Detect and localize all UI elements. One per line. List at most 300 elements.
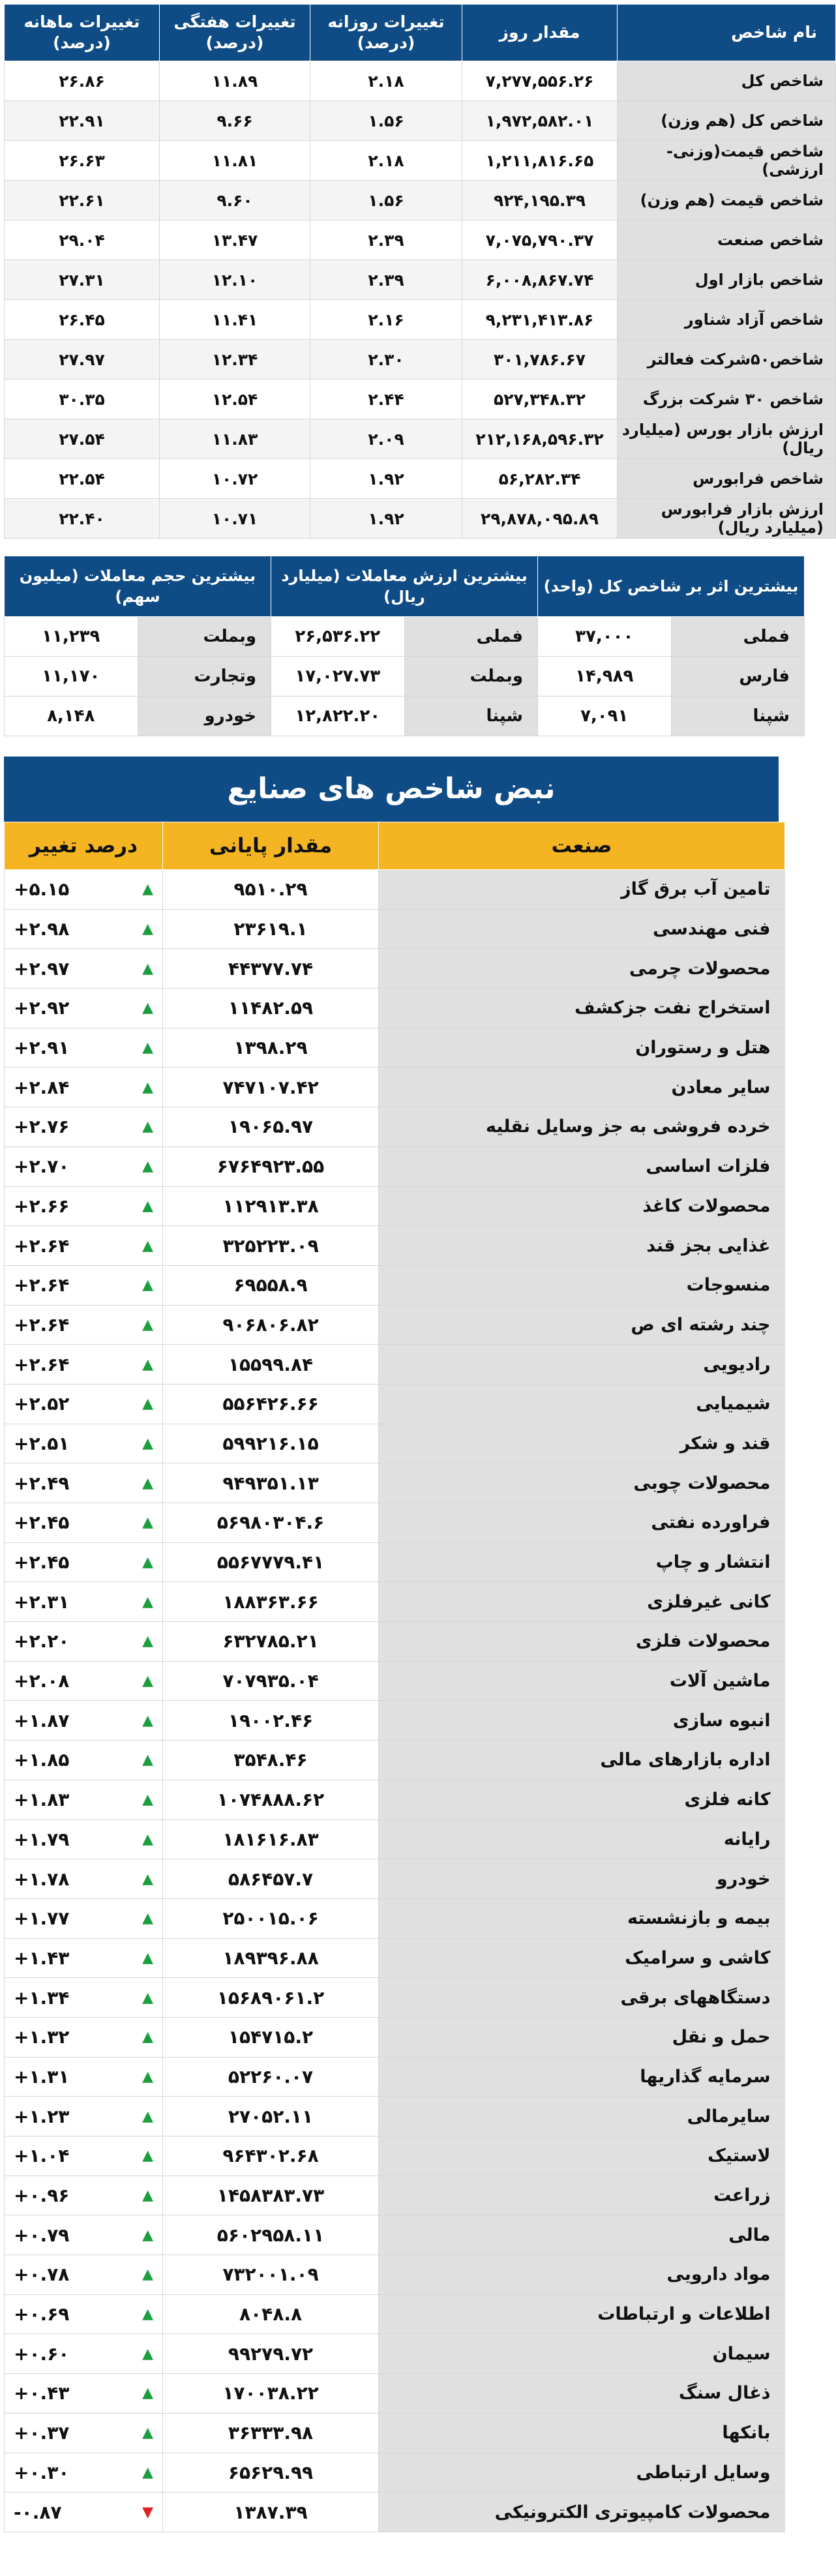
triangle-up-icon: ▲ [142,1554,153,1571]
industry-row [5,1424,785,1463]
triangle-up-icon: ▲ [142,1197,153,1214]
change-wrap [14,878,153,900]
impact-symbol: شپنا [671,696,805,736]
monthly-change: ۲۲.۵۴ [5,459,160,499]
index-name: شاخص کل (هم وزن) [618,101,836,141]
value-symbol: شپنا [404,696,538,736]
industry-row [5,1146,785,1186]
industry-change-cell [5,1424,163,1463]
industry-change-cell [5,1898,163,1938]
monthly-change: ۲۶.۶۳ [5,141,160,181]
triangle-up-icon: ▲ [142,1712,153,1729]
industry-name: محصولات کاغذ [379,1186,785,1226]
daily-change: ۲.۱۸ [310,61,462,101]
industry-row [5,2294,785,2334]
volume-symbol: وتجارت [138,657,271,696]
industry-change-percent: +۲.۴۹ [14,1472,70,1494]
industry-row [5,1820,785,1859]
top-stock-row [5,617,805,657]
industry-final-value: ۱۵۵۹۹.۸۴ [163,1345,379,1385]
monthly-change: ۲۲.۹۱ [5,101,160,141]
industries-title: نبض شاخص های صنایع [4,756,779,822]
daily-change: ۱.۵۶ [310,101,462,141]
index-row [5,220,836,260]
industry-change-cell [5,870,163,910]
industry-final-value: ۲۷۰۵۲.۱۱ [163,2097,379,2136]
monthly-change: ۲۷.۹۷ [5,340,160,380]
industry-change-percent: +۰.۳۰ [14,2461,70,2483]
industry-change-cell [5,2255,163,2295]
index-name: شاخص بازار اول [618,260,836,300]
industries-header-row [5,822,785,870]
industry-change-cell [5,989,163,1028]
index-row [5,61,836,101]
triangle-up-icon: ▲ [142,921,153,938]
industry-final-value: ۱۱۴۸۲.۵۹ [163,989,379,1028]
change-wrap [14,1749,153,1771]
index-row [5,141,836,181]
industry-change-percent: +۰.۷۸ [14,2264,70,2286]
monthly-change: ۲۷.۵۴ [5,419,160,459]
monthly-change: ۲۲.۶۱ [5,181,160,220]
daily-change: ۲.۱۶ [310,300,462,340]
industry-row [5,1265,785,1305]
daily-change: ۲.۴۴ [310,380,462,419]
change-wrap [14,958,153,980]
header-value: مقدار روز [462,5,618,61]
industry-final-value: ۱۳۸۷.۳۹ [163,2493,379,2532]
industry-change-cell [5,1463,163,1503]
industry-change-percent: +۱.۷۹ [14,1828,70,1850]
industry-change-percent: +۱.۸۳ [14,1789,70,1811]
industry-row [5,1701,785,1741]
triangle-up-icon: ▲ [142,2306,153,2323]
industry-final-value: ۱۹۰۶۵.۹۷ [163,1107,379,1147]
triangle-up-icon: ▲ [142,1633,153,1650]
industry-final-value: ۲۳۶۱۹.۱ [163,909,379,949]
triangle-up-icon: ▲ [142,2148,153,2164]
change-wrap [14,2303,153,2325]
industry-change-cell [5,2136,163,2176]
index-value: ۶,۰۰۸,۸۶۷.۷۴ [462,260,618,300]
weekly-change: ۱۲.۵۴ [160,380,310,419]
industry-change-percent: -۰.۸۷ [14,2501,62,2523]
industry-row [5,1305,785,1345]
header-final-value: مقدار پایانی [163,822,379,870]
industry-name: تامین آب برق گاز [379,870,785,910]
industry-row [5,2057,785,2097]
triangle-up-icon: ▲ [142,1000,153,1017]
index-value: ۷,۲۷۷,۵۵۶.۲۶ [462,61,618,101]
traded-volume: ۸,۱۴۸ [5,696,138,736]
triangle-up-icon: ▲ [142,2425,153,2442]
industry-change-cell [5,1938,163,1978]
triangle-up-icon: ▲ [142,1435,153,1452]
industry-change-cell [5,1345,163,1385]
industry-change-cell [5,2334,163,2374]
industry-row [5,1622,785,1662]
industry-final-value: ۲۵۰۰۱۵.۰۶ [163,1898,379,1938]
industry-row [5,2176,785,2215]
triangle-up-icon: ▲ [142,2108,153,2125]
impact-symbol: فارس [671,657,805,696]
industry-change-percent: +۰.۹۶ [14,2185,70,2207]
industry-change-percent: +۰.۳۷ [14,2422,70,2444]
industry-final-value: ۱۸۹۳۹۶.۸۸ [163,1938,379,1978]
industry-name: محصولات کامپیوتری الکترونیکی [379,2493,785,2532]
industry-row [5,1028,785,1068]
change-wrap [14,1077,153,1098]
industry-row [5,2334,785,2374]
industry-change-percent: +۲.۰۸ [14,1670,70,1692]
index-row [5,459,836,499]
industry-change-percent: +۰.۴۳ [14,2382,70,2404]
industry-final-value: ۸۰۴۸.۸ [163,2294,379,2334]
header-top-impact: بیشترین اثر بر شاخص کل (واحد) [538,556,805,617]
triangle-up-icon: ▲ [142,1514,153,1531]
industry-final-value: ۱۰۷۴۸۸۸.۶۲ [163,1780,379,1820]
index-name: شاخص۵۰شرکت فعالتر [618,340,836,380]
change-wrap [14,2026,153,2048]
industry-name: استخراج نفت جزکشف [379,989,785,1028]
change-wrap [14,2462,153,2483]
triangle-up-icon: ▲ [142,1475,153,1491]
industry-change-cell [5,949,163,989]
industry-change-percent: +۱.۸۵ [14,1749,70,1771]
industry-name: بانکها [379,2413,785,2453]
change-wrap [14,1512,153,1533]
industry-name: حمل و نقل [379,2017,785,2057]
change-wrap [14,2502,153,2523]
triangle-up-icon: ▲ [142,1079,153,1096]
index-value: ۹,۲۳۱,۴۱۳.۸۶ [462,300,618,340]
industry-row [5,1859,785,1899]
change-wrap [14,2145,153,2166]
change-wrap [14,1354,153,1375]
change-wrap [14,1156,153,1177]
industry-final-value: ۱۱۲۹۱۳.۳۸ [163,1186,379,1226]
industry-row [5,1542,785,1582]
industry-row [5,949,785,989]
header-top-volume: بیشترین حجم معاملات (میلیون سهم) [5,556,271,617]
industry-final-value: ۳۲۵۲۲۳.۰۹ [163,1226,379,1266]
change-wrap [14,2382,153,2404]
index-row [5,419,836,459]
weekly-change: ۹.۶۰ [160,181,310,220]
triangle-up-icon: ▲ [142,2385,153,2402]
industry-final-value: ۳۵۴۸.۴۶ [163,1741,379,1780]
triangle-up-icon: ▲ [142,1237,153,1254]
industry-row [5,2215,785,2255]
triangle-up-icon: ▲ [142,1593,153,1610]
triangle-up-icon: ▲ [142,1949,153,1966]
industry-row [5,1068,785,1107]
industry-change-percent: +۲.۷۶ [14,1116,70,1138]
industry-final-value: ۵۶۰۲۹۵۸.۱۱ [163,2215,379,2255]
industry-change-cell [5,2453,163,2493]
index-row [5,340,836,380]
weekly-change: ۹.۶۶ [160,101,310,141]
triangle-up-icon: ▲ [142,1989,153,2006]
industry-change-percent: +۱.۲۳ [14,2105,70,2127]
industry-final-value: ۶۹۵۵۸.۹ [163,1265,379,1305]
industry-final-value: ۶۷۶۴۹۲۳.۵۵ [163,1146,379,1186]
daily-change: ۱.۵۶ [310,181,462,220]
industry-row [5,2097,785,2136]
traded-volume: ۱۱,۱۷۰ [5,657,138,696]
industry-row [5,1384,785,1424]
change-wrap [14,1116,153,1137]
industry-change-cell [5,1384,163,1424]
triangle-up-icon: ▲ [142,960,153,977]
industry-change-cell [5,2057,163,2097]
industry-name: مواد دارویی [379,2255,785,2295]
monthly-change: ۲۲.۴۰ [5,499,160,539]
industry-change-percent: +۲.۶۴ [14,1353,70,1375]
industry-row [5,2493,785,2532]
industry-change-cell [5,1542,163,1582]
industry-final-value: ۵۵۶۴۲۶.۶۶ [163,1384,379,1424]
industry-final-value: ۱۸۸۳۶۳.۶۶ [163,1582,379,1622]
industry-final-value: ۹۰۶۸۰۶.۸۲ [163,1305,379,1345]
industry-name: انبوه سازی [379,1701,785,1741]
industry-name: ذغال سنگ [379,2374,785,2414]
industry-final-value: ۱۹۰۰۲.۴۶ [163,1701,379,1741]
change-wrap [14,1789,153,1810]
industry-name: فراورده نفتی [379,1503,785,1543]
triangle-up-icon: ▲ [142,1673,153,1690]
industry-row [5,2136,785,2176]
industry-name: محصولات چوبی [379,1463,785,1503]
change-wrap [14,2224,153,2246]
header-top-value: بیشترین ارزش معاملات (میلیارد ریال) [271,556,538,617]
weekly-change: ۱۳.۴۷ [160,220,310,260]
triangle-up-icon: ▲ [142,1396,153,1413]
industry-change-cell [5,1265,163,1305]
industry-change-percent: +۱.۰۴ [14,2145,70,2167]
change-wrap [14,1947,153,1969]
index-name: شاخص آزاد شناور [618,300,836,340]
triangle-up-icon: ▲ [142,2029,153,2046]
triangle-up-icon: ▲ [142,1277,153,1294]
index-name: شاخص کل [618,61,836,101]
industry-final-value: ۱۷۰۰۳۸.۲۲ [163,2374,379,2414]
industry-row [5,1463,785,1503]
industry-name: هتل و رستوران [379,1028,785,1068]
index-value: ۵۲۷,۳۴۸.۳۲ [462,380,618,419]
industry-final-value: ۷۳۲۰۰۱.۰۹ [163,2255,379,2295]
weekly-change: ۱۱.۸۹ [160,61,310,101]
industry-name: فنی مهندسی [379,909,785,949]
daily-change: ۲.۱۸ [310,141,462,181]
industry-name: کانی غیرفلزی [379,1582,785,1622]
industry-change-cell [5,2374,163,2414]
header-index-name: نام شاخص [618,5,836,61]
industry-name: سایرمالی [379,2097,785,2136]
change-wrap [14,1670,153,1692]
volume-symbol: خودرو [138,696,271,736]
weekly-change: ۱۲.۳۴ [160,340,310,380]
industry-change-percent: +۱.۳۱ [14,2065,70,2088]
index-row [5,101,836,141]
industry-change-percent: +۱.۳۴ [14,1986,70,2009]
industry-name: شیمیایی [379,1384,785,1424]
industry-change-cell [5,2097,163,2136]
industry-final-value: ۵۵۶۷۷۷۹.۴۱ [163,1542,379,1582]
industry-name: چند رشته ای ص [379,1305,785,1345]
triangle-up-icon: ▲ [142,881,153,898]
change-wrap [14,2106,153,2127]
impact-value: ۳۷,۰۰۰ [538,617,672,657]
industry-change-percent: +۱.۴۳ [14,1947,70,1969]
monthly-change: ۳۰.۳۵ [5,380,160,419]
industry-final-value: ۹۵۱۰.۲۹ [163,870,379,910]
header-change-percent: درصد تغییر [5,822,163,870]
change-wrap [14,1987,153,2009]
industry-change-cell [5,1582,163,1622]
industry-final-value: ۱۳۹۸.۲۹ [163,1028,379,1068]
triangle-up-icon: ▲ [142,2464,153,2481]
industry-name: غذایی بجز قند [379,1226,785,1266]
industry-change-cell [5,1859,163,1899]
change-wrap [14,918,153,940]
industry-change-cell [5,2215,163,2255]
industry-final-value: ۴۴۳۷۷.۷۴ [163,949,379,989]
industry-final-value: ۹۶۴۳۰۲.۶۸ [163,2136,379,2176]
daily-change: ۲.۳۰ [310,340,462,380]
industry-change-cell [5,1305,163,1345]
value-symbol: وبملت [404,657,538,696]
change-wrap [14,1195,153,1217]
triangle-up-icon: ▲ [142,2068,153,2085]
industry-row [5,870,785,910]
change-wrap [14,2343,153,2365]
industry-change-percent: +۲.۹۸ [14,918,70,940]
industry-name: رایانه [379,1820,785,1859]
triangle-up-icon: ▲ [142,2187,153,2204]
industry-change-percent: +۵.۱۵ [14,878,70,901]
industry-final-value: ۹۴۹۳۵۱.۱۳ [163,1463,379,1503]
weekly-change: ۱۱.۸۱ [160,141,310,181]
industry-final-value: ۷۴۷۱۰۷.۴۲ [163,1068,379,1107]
industry-final-value: ۹۹۲۷۹.۷۲ [163,2334,379,2374]
triangle-up-icon: ▲ [142,1910,153,1927]
industries-table [4,822,785,2532]
industry-row [5,2255,785,2295]
index-value: ۹۲۴,۱۹۵.۳۹ [462,181,618,220]
daily-change: ۲.۰۹ [310,419,462,459]
industry-change-percent: +۲.۲۰ [14,1630,70,1653]
change-wrap [14,1710,153,1731]
index-value: ۳۰۱,۷۸۶.۶۷ [462,340,618,380]
index-name: شاخص قیمت (هم وزن) [618,181,836,220]
indices-header-row [5,5,836,61]
change-wrap [14,1433,153,1454]
change-wrap [14,1274,153,1296]
monthly-change: ۲۷.۳۱ [5,260,160,300]
indices-table [4,4,836,539]
index-row [5,260,836,300]
index-row [5,499,836,539]
industry-row [5,1107,785,1147]
header-weekly-change: تغییرات هفتگی (درصد) [160,5,310,61]
index-value: ۱,۲۱۱,۸۱۶.۶۵ [462,141,618,181]
industry-final-value: ۵۶۹۸۰۳۰۴.۶ [163,1503,379,1543]
triangle-up-icon: ▲ [142,1040,153,1056]
industry-name: سرمایه گذاریها [379,2057,785,2097]
industry-name: مالی [379,2215,785,2255]
triangle-down-icon: ▼ [142,2504,153,2521]
industry-change-cell [5,2017,163,2057]
industry-change-cell [5,1107,163,1147]
industry-final-value: ۱۵۴۷۱۵.۲ [163,2017,379,2057]
index-name: ارزش بازار بورس (میلیارد ریال) [618,419,836,459]
industry-change-cell [5,1661,163,1701]
industry-name: کانه فلزی [379,1780,785,1820]
industry-row [5,1186,785,1226]
industry-change-percent: +۰.۶۹ [14,2303,70,2326]
indices-body [5,61,836,539]
industry-row [5,1741,785,1780]
weekly-change: ۱۲.۱۰ [160,260,310,300]
change-wrap [14,2422,153,2444]
index-name: شاخص قیمت(وزنی-ارزشی) [618,141,836,181]
industry-name: دستگاههای برقی [379,1978,785,2018]
industry-row [5,1661,785,1701]
industry-row [5,1938,785,1978]
triangle-up-icon: ▲ [142,1316,153,1333]
industry-name: خرده فروشی به جز وسایل نقلیه [379,1107,785,1147]
industry-change-cell [5,2176,163,2215]
industry-final-value: ۵۲۲۶۰.۰۷ [163,2057,379,2097]
index-row [5,300,836,340]
industry-change-cell [5,1622,163,1662]
triangle-up-icon: ▲ [142,2266,153,2283]
monthly-change: ۲۶.۸۶ [5,61,160,101]
change-wrap [14,1829,153,1850]
daily-change: ۲.۳۹ [310,220,462,260]
industry-final-value: ۶۵۶۲۹.۹۹ [163,2453,379,2493]
change-wrap [14,1591,153,1613]
traded-value: ۲۶,۵۳۶.۲۲ [271,617,405,657]
change-wrap [14,1868,153,1890]
top-stocks-header-row [5,556,805,617]
top-stock-row [5,696,805,736]
industry-change-percent: +۲.۷۰ [14,1156,70,1178]
change-wrap [14,1473,153,1494]
industry-row [5,1898,785,1938]
industry-change-cell [5,1028,163,1068]
industry-name: خودرو [379,1859,785,1899]
industry-change-percent: +۲.۳۱ [14,1591,70,1613]
triangle-up-icon: ▲ [142,1356,153,1373]
volume-symbol: وبملت [138,617,271,657]
index-name: شاخص فرابورس [618,459,836,499]
industry-change-percent: +۲.۹۱ [14,1037,70,1059]
industry-final-value: ۱۴۵۸۳۸۳.۷۳ [163,2176,379,2215]
value-symbol: فملی [404,617,538,657]
industry-row [5,1345,785,1385]
triangle-up-icon: ▲ [142,2226,153,2243]
change-wrap [14,1037,153,1058]
industry-row [5,2374,785,2414]
change-wrap [14,1551,153,1573]
monthly-change: ۲۶.۴۵ [5,300,160,340]
industry-change-percent: +۲.۴۵ [14,1512,70,1534]
industry-final-value: ۱۵۶۸۹۰۶۱.۲ [163,1978,379,2018]
industry-change-percent: +۲.۶۴ [14,1313,70,1336]
industry-name: منسوجات [379,1265,785,1305]
